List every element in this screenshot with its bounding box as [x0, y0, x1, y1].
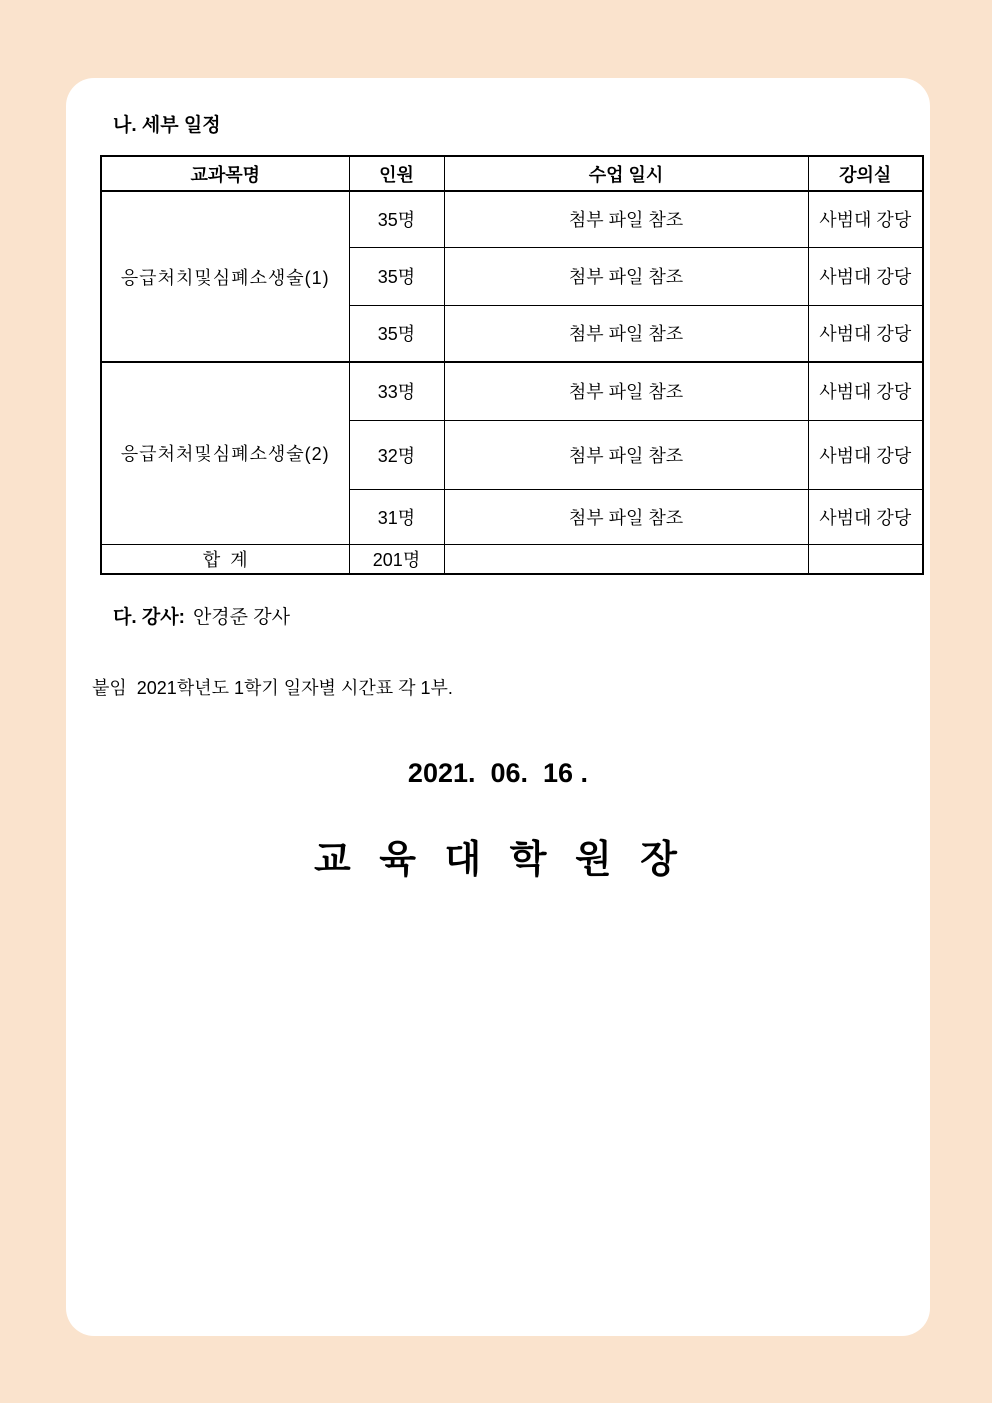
schedule-cell: 첨부 파일 참조	[444, 305, 808, 362]
course-group-2-cell: 응급처처및심폐소생술(2)	[101, 362, 349, 544]
course-group-1-cell: 응급처치및심폐소생술(1)	[101, 191, 349, 362]
room-cell: 사범대 강당	[808, 362, 923, 420]
instructor-name: 안경준 강사	[192, 607, 291, 628]
room-cell: 사범대 강당	[808, 305, 923, 362]
schedule-cell: 첨부 파일 참조	[444, 191, 808, 247]
total-room-cell	[808, 544, 923, 574]
col-header-room: 강의실	[808, 156, 923, 191]
section-c-line	[113, 602, 290, 629]
date-line: 2021. 06. 16 .	[407, 758, 589, 788]
count-cell: 35명	[349, 191, 444, 247]
schedule-cell: 첨부 파일 참조	[444, 489, 808, 544]
count-cell: 35명	[349, 247, 444, 305]
signature-title: 교 육 대 학 원 장	[313, 839, 683, 881]
section-b-title: 나. 세부 일정	[113, 115, 221, 136]
table-header-row	[101, 156, 923, 191]
col-header-course: 교과목명	[101, 156, 349, 191]
room-cell: 사범대 강당	[808, 247, 923, 305]
total-label-cell: 합 계	[101, 544, 349, 574]
instructor-label: 다. 강사:	[113, 607, 185, 628]
room-cell: 사범대 강당	[808, 489, 923, 544]
col-header-schedule: 수업 일시	[444, 156, 808, 191]
total-count-cell: 201명	[349, 544, 444, 574]
attachment-note: 붙임 2021학년도 1학기 일자별 시간표 각 1부.	[92, 678, 453, 698]
schedule-cell: 첨부 파일 참조	[444, 247, 808, 305]
count-cell: 32명	[349, 420, 444, 489]
room-cell: 사범대 강당	[808, 191, 923, 247]
count-cell: 31명	[349, 489, 444, 544]
total-schedule-cell	[444, 544, 808, 574]
col-header-count: 인원	[349, 156, 444, 191]
room-cell: 사범대 강당	[808, 420, 923, 489]
schedule-cell: 첨부 파일 참조	[444, 420, 808, 489]
schedule-cell: 첨부 파일 참조	[444, 362, 808, 420]
table-row	[101, 191, 923, 247]
count-cell: 35명	[349, 305, 444, 362]
count-cell: 33명	[349, 362, 444, 420]
schedule-table	[100, 155, 924, 575]
document-card	[66, 78, 930, 1336]
total-row	[101, 544, 923, 574]
table-row	[101, 362, 923, 420]
